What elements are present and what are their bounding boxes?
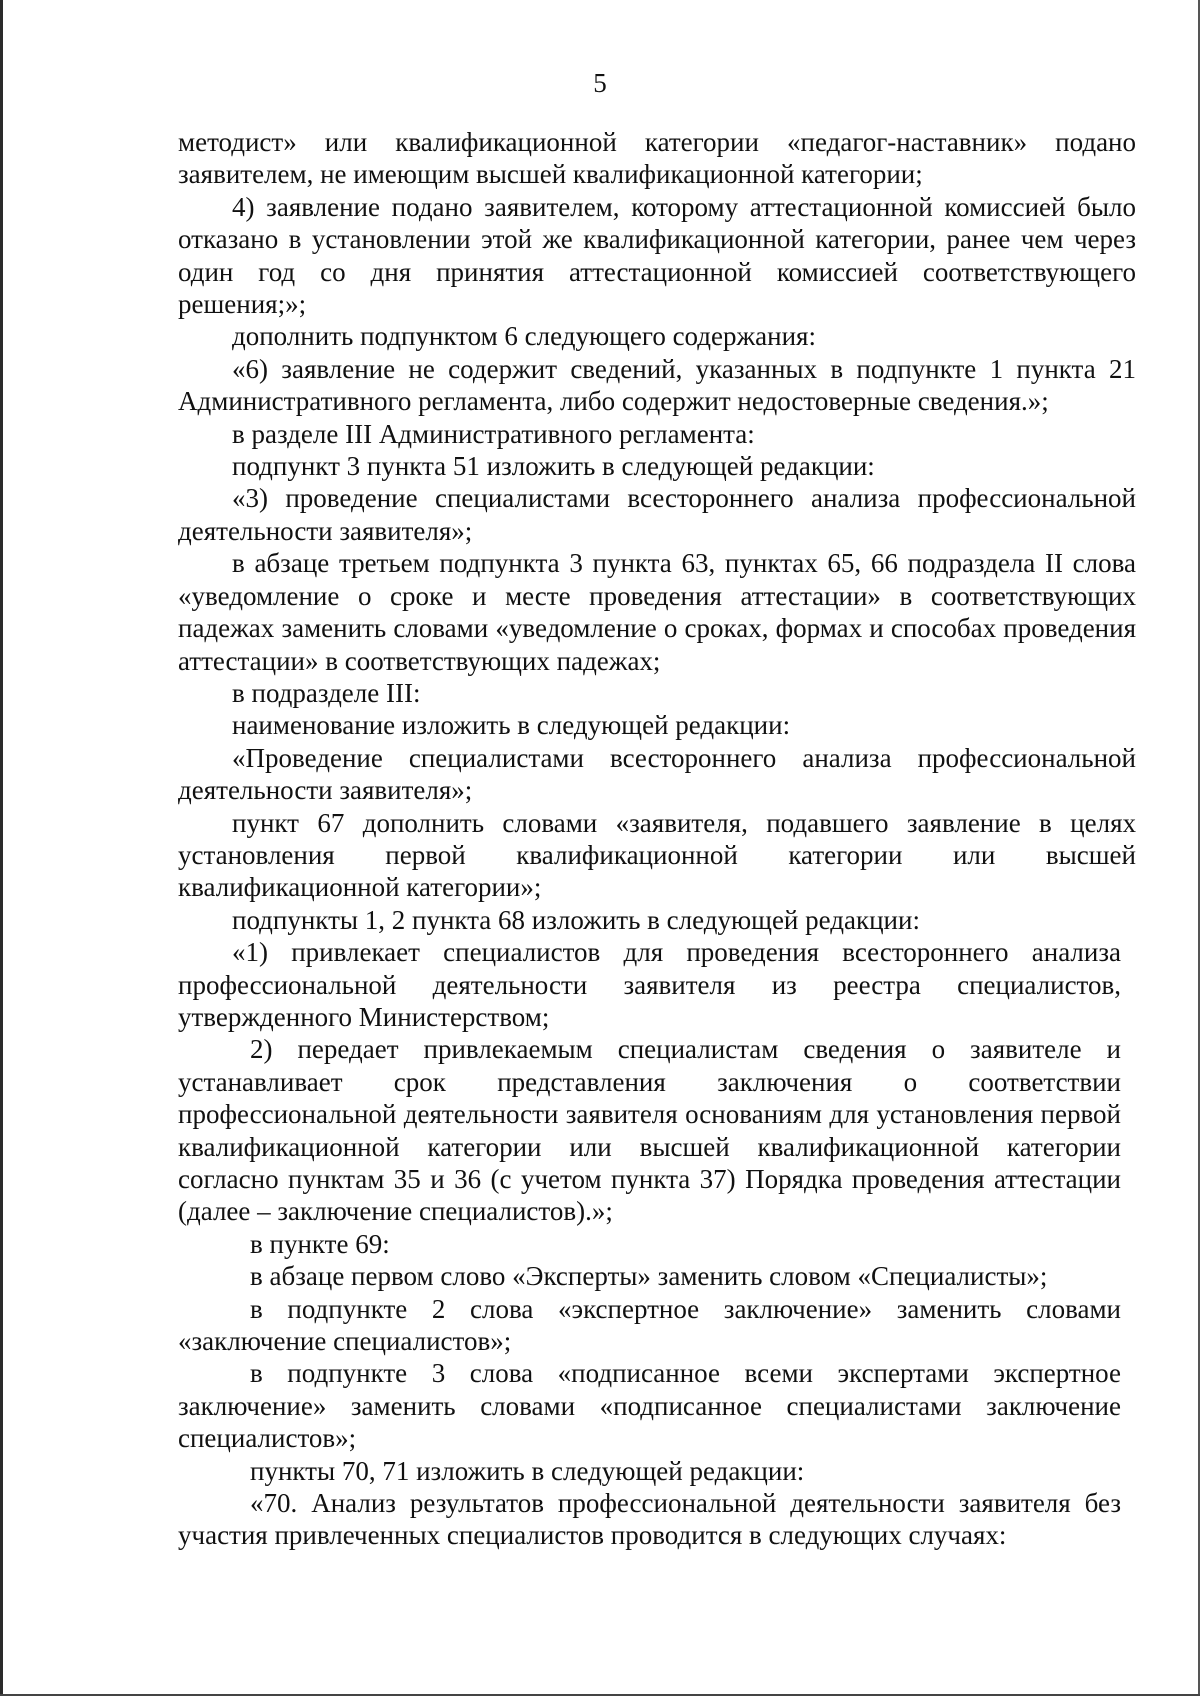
paragraph: в абзаце третьем подпункта 3 пункта 63, пунктах 65, 66 подраздела II слова «уведомление о сроке и месте проведения аттестации» в соответствующих падежах заменить словами «уведомление о сроках, формах и способах проведения аттестации» в соответствующих падежах; bbox=[178, 548, 1136, 676]
page-number: 5 bbox=[593, 68, 607, 98]
paragraph: методист» или квалификационной категории «педагог-наставник» подано заявителем, не имеющим высшей квалификационной категории; bbox=[178, 127, 1136, 190]
paragraph: в разделе III Административного регламента: bbox=[232, 418, 755, 449]
paragraph: пункт 67 дополнить словами «заявителя, подавшего заявление в целях установления первой квалификационной категории или высшей квалификационной категории»; bbox=[178, 807, 1136, 903]
paragraph: дополнить подпунктом 6 следующего содержания: bbox=[232, 321, 816, 352]
paragraph: подпункты 1, 2 пункта 68 изложить в следующей редакции: bbox=[232, 904, 920, 935]
paragraph: пункты 70, 71 изложить в следующей редакции: bbox=[250, 1455, 805, 1486]
paragraph: «3) проведение специалистами всестороннего анализа профессиональной деятельности заявителя»; bbox=[178, 483, 1136, 546]
paragraph: в подпункте 2 слова «экспертное заключение» заменить словами «заключение специалистов»; bbox=[178, 1293, 1121, 1357]
scan-edge-left bbox=[0, 0, 3, 1696]
document-body bbox=[178, 126, 1136, 1552]
paragraph: «6) заявление не содержит сведений, указанных в подпункте 1 пункта 21 Административного регламента, либо содержит недостоверные сведения.»; bbox=[178, 353, 1136, 417]
paragraph: в подпункте 3 слова «подписанное всеми экспертами экспертное заключение» заменить словами «подписанное специалистами заключение специалистов»; bbox=[178, 1358, 1121, 1454]
paragraph: 4) заявление подано заявителем, которому аттестационной комиссией было отказано в установлении этой же квалификационной категории, ранее чем через один год со дня принятия аттестационной комиссией соответствующего решения;»; bbox=[178, 191, 1136, 320]
paragraph: 2) передает привлекаемым специалистам сведения о заявителе и устанавливает срок представления заключения о соответствии профессиональной деятельности заявителя основаниям для установления первой квалификационной категории или высшей квалификационной категории согласно пунктам 35 и 36 (с учетом пункта 37) Порядка проведения аттестации (далее – заключение специалистов).»; bbox=[178, 1034, 1121, 1227]
paragraph: наименование изложить в следующей редакции: bbox=[232, 710, 791, 741]
paragraph: в пункте 69: bbox=[250, 1228, 390, 1259]
paragraph: «1) привлекает специалистов для проведения всестороннего анализа профессиональной деятельности заявителя из реестра специалистов, утвержденного Министерством; bbox=[178, 937, 1121, 1032]
paragraph: «Проведение специалистами всестороннего анализа профессиональной деятельности заявителя»; bbox=[178, 742, 1136, 806]
paragraph: подпункт 3 пункта 51 изложить в следующей редакции: bbox=[232, 451, 875, 482]
paragraph: в абзаце первом слово «Эксперты» заменить словом «Специалисты»; bbox=[250, 1261, 1048, 1292]
paragraph: «70. Анализ результатов профессиональной деятельности заявителя без участия привлеченных специалистов проводится в следующих случаях: bbox=[178, 1488, 1121, 1551]
paragraph: в подразделе III: bbox=[232, 677, 421, 708]
